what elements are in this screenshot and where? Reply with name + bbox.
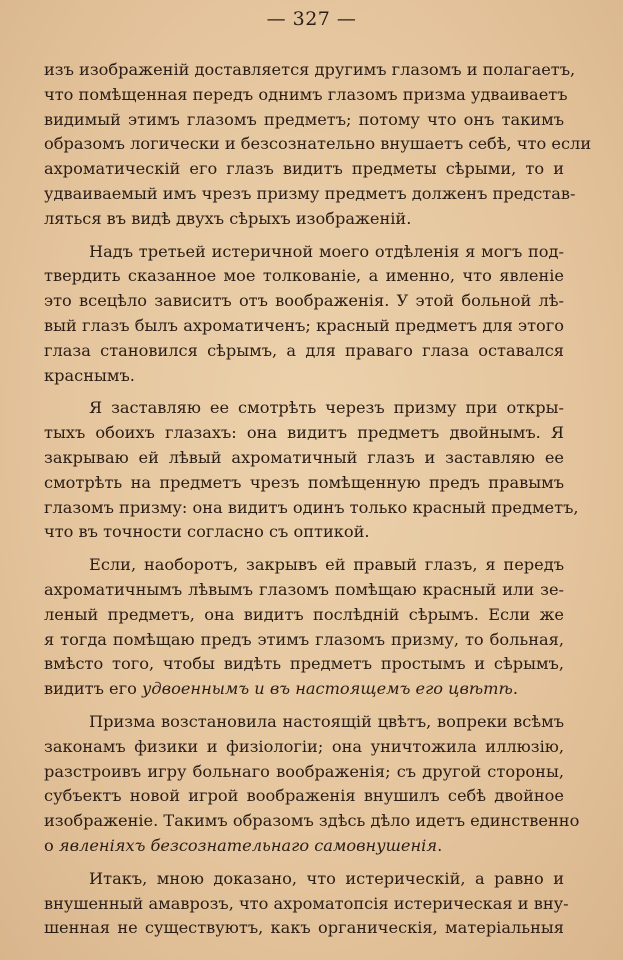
text-line: изображеніе. Такимъ образомъ здѣсь дѣло идетъ единственно xyxy=(44,811,580,831)
text-line: глазомъ призму: она видитъ одинъ только красный предметъ, xyxy=(44,497,579,517)
text-line: разстроивъ игру больнаго воображенія; съ другой стороны, xyxy=(44,761,564,781)
text-run: о xyxy=(44,835,59,855)
text-line: смотрѣть на предметъ чрезъ помѣщенную предъ правымъ xyxy=(44,472,564,492)
paragraph-4 xyxy=(44,553,564,702)
italic-text: явленіяхъ безсознательнаго самовнушенія xyxy=(58,835,438,855)
text-line: изъ изображеній доставляется другимъ глазомъ и полагаетъ, xyxy=(44,60,576,79)
text-line: вый глазъ былъ ахроматиченъ; красный предметъ для этого xyxy=(44,315,564,335)
text-run: видитъ его xyxy=(44,679,143,699)
text-line: закрываю ей лѣвый ахроматичный глазъ и заставляю ее xyxy=(44,447,564,467)
paragraph-5 xyxy=(44,710,580,859)
text-line: Призма возстановила настоящій цвѣтъ, вопреки всѣмъ xyxy=(89,711,564,731)
text-line: леный предметъ, она видитъ послѣдній сѣрымъ. Если же xyxy=(44,604,564,624)
text-line: Надъ третьей истеричной моего отдѣленія я могъ под- xyxy=(89,241,564,261)
text-line: ахроматичнымъ лѣвымъ глазомъ помѣщаю красный или зе- xyxy=(44,579,564,599)
paragraph-6 xyxy=(44,867,569,941)
text-line: что помѣщенная передъ однимъ глазомъ призма удваиваетъ xyxy=(44,84,568,104)
paragraph-2 xyxy=(44,240,564,389)
page-body xyxy=(44,58,592,941)
text-line: твердить сказанное мое толкованіе, а именно, что явленіе xyxy=(44,266,564,286)
text-line: что въ точности согласно съ оптикой. xyxy=(44,522,370,542)
text-line: Если, наоборотъ, закрывъ ей правый глазъ, я передъ xyxy=(89,555,564,575)
text-line: образомъ логически и безсознательно внушаетъ себѣ, что если xyxy=(44,134,592,154)
text-line: глаза становился сѣрымъ, а для праваго глаза оставался xyxy=(44,340,564,360)
text-line: видимый этимъ глазомъ предметъ; потому что онъ такимъ xyxy=(44,109,564,129)
text-line: я тогда помѣщаю предъ этимъ глазомъ призму, то больная, xyxy=(44,629,564,649)
text-line: законамъ физики и физіологіи; она уничтожила иллюзію, xyxy=(44,736,564,756)
text-line: внушенный амаврозъ, что ахроматопсія истерическая и вну- xyxy=(44,893,569,913)
text-line: удваиваемый имъ чрезъ призму предметъ долженъ представ- xyxy=(44,183,576,203)
text-line: это всецѣло зависитъ отъ воображенія. У этой больной лѣ- xyxy=(44,291,564,311)
text-line: шенная не существуютъ, какъ органическія, матеріальныя xyxy=(44,918,564,938)
page-number: — 327 — xyxy=(266,8,357,30)
italic-text: удвоеннымъ и въ настоящемъ его цвѣтѣ xyxy=(142,679,513,699)
text-line: краснымъ. xyxy=(44,365,135,385)
text-line: ахроматическій его глазъ видитъ предметы сѣрыми, то и xyxy=(44,159,564,179)
text-line-mixed xyxy=(44,677,564,702)
paragraph-3 xyxy=(44,396,579,545)
text-line: Я заставляю ее смотрѣть черезъ призму при откры- xyxy=(89,398,564,418)
text-line: тыхъ обоихъ глазахъ: она видитъ предметъ двойнымъ. Я xyxy=(44,423,564,443)
text-run: . xyxy=(437,835,443,855)
text-line: Итакъ, мною доказано, что истерическій, а равно и xyxy=(89,868,564,888)
text-line: субъектъ новой игрой воображенія внушилъ себѣ двойное xyxy=(44,786,564,806)
text-line-mixed xyxy=(44,834,564,859)
text-run: . xyxy=(512,679,518,699)
paragraph-1 xyxy=(44,58,592,232)
text-line: ляться въ видѣ двухъ сѣрыхъ изображеній. xyxy=(44,208,412,228)
text-line: вмѣсто того, чтобы видѣть предметъ простымъ и сѣрымъ, xyxy=(44,654,564,674)
